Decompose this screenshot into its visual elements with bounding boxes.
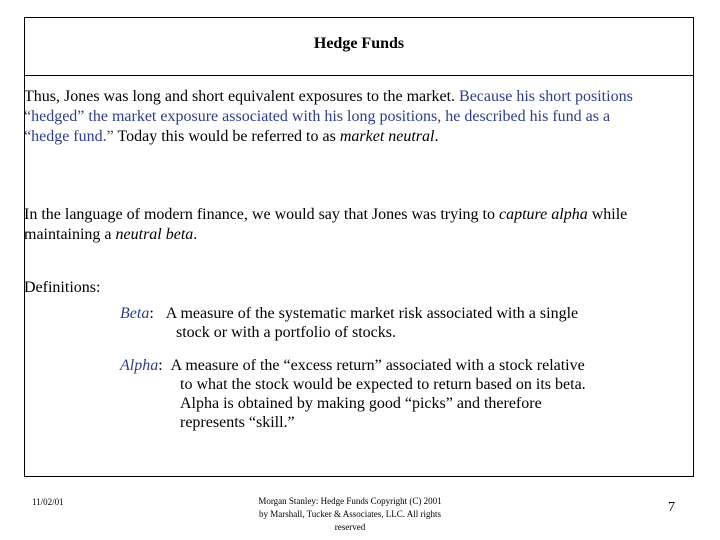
title-bar (25, 18, 693, 76)
p2-capture-alpha: capture alpha (498, 206, 588, 223)
footer-line-3: reserved (334, 522, 366, 532)
p1-period: . (434, 128, 439, 145)
p2-neutral-beta: neutral beta (115, 226, 194, 243)
definition-beta (120, 304, 640, 342)
alpha-line-1: A measure of the “excess return” associated with a stock relative (170, 357, 585, 374)
beta-term: Beta (120, 305, 150, 322)
p1-market-neutral: market neutral (339, 128, 435, 145)
footer-copyright (215, 495, 485, 534)
footer-line-2: by Marshall, Tucker & Associates, LLC. All rights (259, 509, 441, 519)
alpha-line-4: represents “skill.” (180, 414, 295, 431)
definition-alpha (120, 356, 640, 432)
slide-title: Hedge Funds (313, 35, 405, 52)
p2-period: . (193, 226, 198, 243)
footer-line-1: Morgan Stanley: Hedge Funds Copyright (C) 2001 (258, 496, 442, 506)
alpha-term: Alpha (120, 357, 159, 374)
p2-part-a: In the language of modern finance, we would say that Jones was trying to (24, 206, 495, 223)
beta-line-1: A measure of the systematic market risk associated with a single (165, 305, 579, 322)
beta-line-2: stock or with a portfolio of stocks. (176, 324, 396, 341)
page-number: 7 (668, 500, 675, 515)
p2-part-b: while maintaining a (24, 206, 628, 243)
alpha-line-3: Alpha is obtained by making good “picks” and therefore (180, 395, 542, 412)
definitions-label: Definitions: (24, 279, 101, 296)
p1-sentence-1: Thus, Jones was long and short equivalent exposures to the market. (24, 88, 456, 105)
p1-sentence-3: Today this would be referred to as (117, 128, 336, 145)
p1-sentence-2: Because his short positions “hedged” the market exposure associated with his long positions, he described his fund as a “hedge fund.” (24, 88, 633, 145)
beta-colon: : (149, 305, 154, 322)
paragraph-modern-finance (24, 205, 644, 245)
paragraph-jones-exposure (24, 87, 644, 147)
alpha-line-2: to what the stock would be expected to return based on its beta. (180, 376, 586, 393)
footer-date: 11/02/01 (32, 497, 64, 507)
alpha-colon: : (158, 357, 163, 374)
